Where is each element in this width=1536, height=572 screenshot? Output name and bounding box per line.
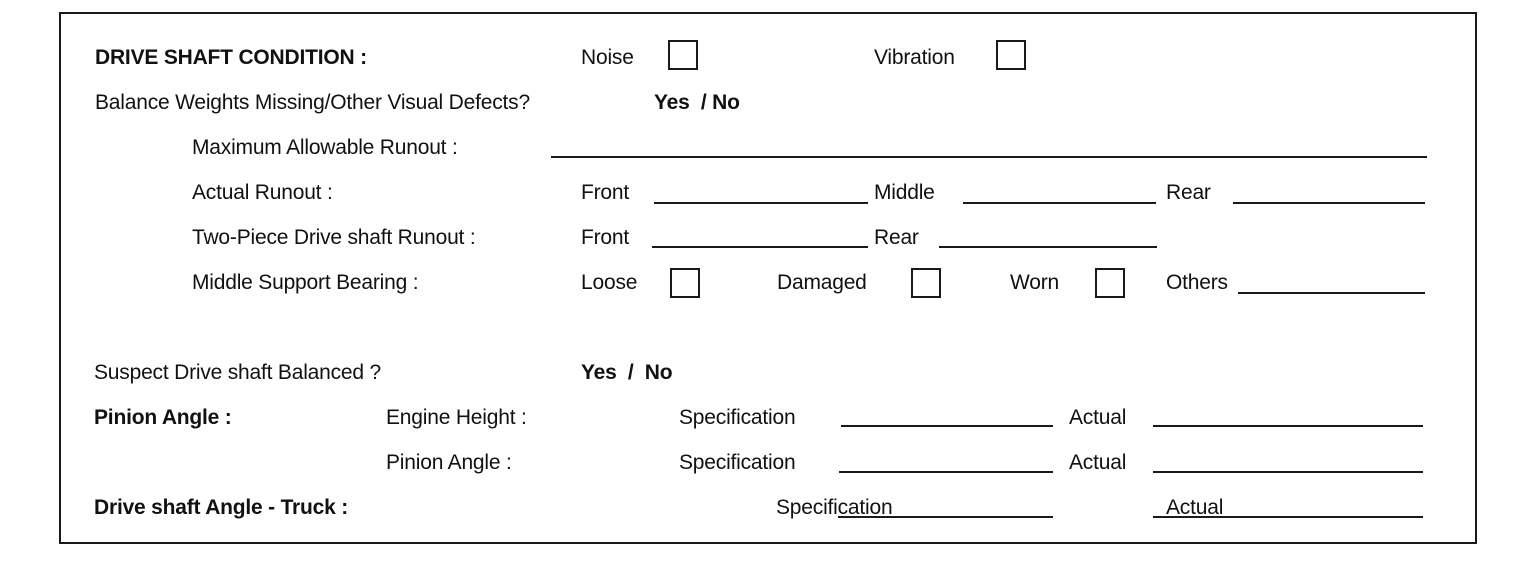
two-piece-front-label: Front xyxy=(581,226,630,249)
middle-bearing-label: Middle Support Bearing : xyxy=(192,271,419,294)
actual-front-field[interactable] xyxy=(654,202,868,204)
two-piece-rear-field[interactable] xyxy=(939,246,1157,248)
two-piece-front-field[interactable] xyxy=(652,246,868,248)
worn-checkbox[interactable] xyxy=(1095,268,1125,298)
actual-rear-label: Rear xyxy=(1166,181,1211,204)
others-label: Others xyxy=(1166,271,1228,294)
pinion-spec-field[interactable] xyxy=(839,471,1053,473)
vibration-label: Vibration xyxy=(874,46,955,69)
actual-front-label: Front xyxy=(581,181,630,204)
pinion-actual-field[interactable] xyxy=(1153,471,1423,473)
truck-spec-label: Specification xyxy=(776,496,893,519)
drive-shaft-condition-title: DRIVE SHAFT CONDITION : xyxy=(95,46,367,69)
balance-weights-answer[interactable]: Yes / No xyxy=(654,91,740,114)
vibration-checkbox[interactable] xyxy=(996,40,1026,70)
suspect-balanced-question: Suspect Drive shaft Balanced ? xyxy=(94,361,381,384)
actual-runout-label: Actual Runout : xyxy=(192,181,333,204)
two-piece-runout-label: Two-Piece Drive shaft Runout : xyxy=(192,226,476,249)
truck-actual-label: Actual xyxy=(1166,496,1224,519)
truck-spec-field[interactable] xyxy=(838,516,1053,518)
damaged-checkbox[interactable] xyxy=(911,268,941,298)
pinion-actual-label: Actual xyxy=(1069,451,1127,474)
loose-checkbox[interactable] xyxy=(670,268,700,298)
balance-weights-question: Balance Weights Missing/Other Visual Defects? xyxy=(95,91,530,114)
noise-checkbox[interactable] xyxy=(668,40,698,70)
truck-actual-field[interactable] xyxy=(1153,516,1423,518)
two-piece-rear-label: Rear xyxy=(874,226,919,249)
engine-spec-field[interactable] xyxy=(841,425,1053,427)
max-runout-label: Maximum Allowable Runout : xyxy=(192,136,458,159)
actual-middle-field[interactable] xyxy=(963,202,1156,204)
truck-angle-title: Drive shaft Angle - Truck : xyxy=(94,496,349,519)
engine-spec-label: Specification xyxy=(679,406,796,429)
suspect-balanced-answer[interactable]: Yes / No xyxy=(581,361,673,384)
pinion-angle-title: Pinion Angle : xyxy=(94,406,232,429)
max-runout-field[interactable] xyxy=(551,156,1427,158)
noise-label: Noise xyxy=(581,46,634,69)
worn-label: Worn xyxy=(1010,271,1059,294)
others-field[interactable] xyxy=(1238,292,1425,294)
damaged-label: Damaged xyxy=(777,271,867,294)
engine-actual-label: Actual xyxy=(1069,406,1127,429)
engine-height-label: Engine Height : xyxy=(386,406,527,429)
actual-rear-field[interactable] xyxy=(1233,202,1425,204)
pinion-spec-label: Specification xyxy=(679,451,796,474)
loose-label: Loose xyxy=(581,271,638,294)
engine-actual-field[interactable] xyxy=(1153,425,1423,427)
actual-middle-label: Middle xyxy=(874,181,935,204)
pinion-angle-label: Pinion Angle : xyxy=(386,451,512,474)
